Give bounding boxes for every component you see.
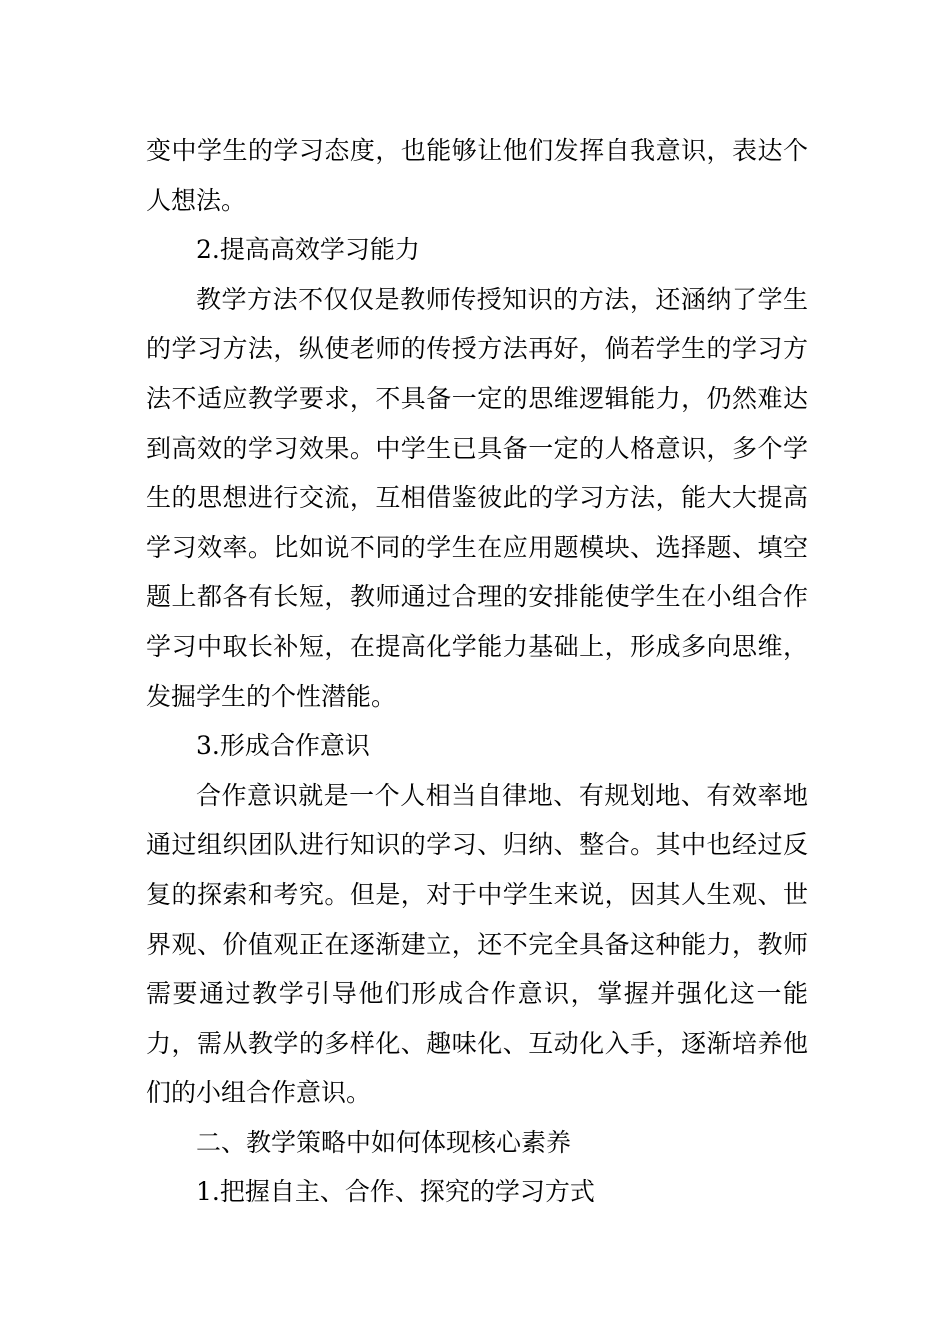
paragraph-cooperation: 合作意识就是一个人相当自律地、有规划地、有效率地通过组织团队进行知识的学习、归纳、整合。其中也经过反复的探索和考究。但是，对于中学生来说，因其人生观、世界观、价值观正在逐渐建立，还不完全具备这种能力，教师需要通过教学引导他们形成合作意识，掌握并强化这一能力，需从教学的多样化、趣味化、互动化入手，逐渐培养他们的小组合作意识。 [146,780,808,1108]
section-heading-1: 1.把握自主、合作、探究的学习方式 [196,1177,595,1207]
section-heading-2: 2.提高高效学习能力 [196,235,420,265]
chapter-heading-two: 二、教学策略中如何体现核心素养 [196,1127,572,1157]
paragraph-learning-ability: 教学方法不仅仅是教师传授知识的方法，还涵纳了学生的学习方法，纵使老师的传授方法再好，倘若学生的学习方法不适应教学要求，不具备一定的思维逻辑能力，仍然难达到高效的学习效果。中学生已具备一定的人格意识，多个学生的思想进行交流，互相借鉴彼此的学习方法，能大大提高学习效率。比如说不同的学生在应用题模块、选择题、填空题上都各有长短，教师通过合理的安排能使学生在小组合作学习中取长补短，在提高化学能力基础上，形成多向思维，发掘学生的个性潜能。 [146,284,808,711]
paragraph-continuation: 变中学生的学习态度，也能够让他们发挥自我意识，表达个人想法。 [146,136,808,215]
document-body [146,126,808,1217]
section-heading-3: 3.形成合作意识 [196,731,370,761]
